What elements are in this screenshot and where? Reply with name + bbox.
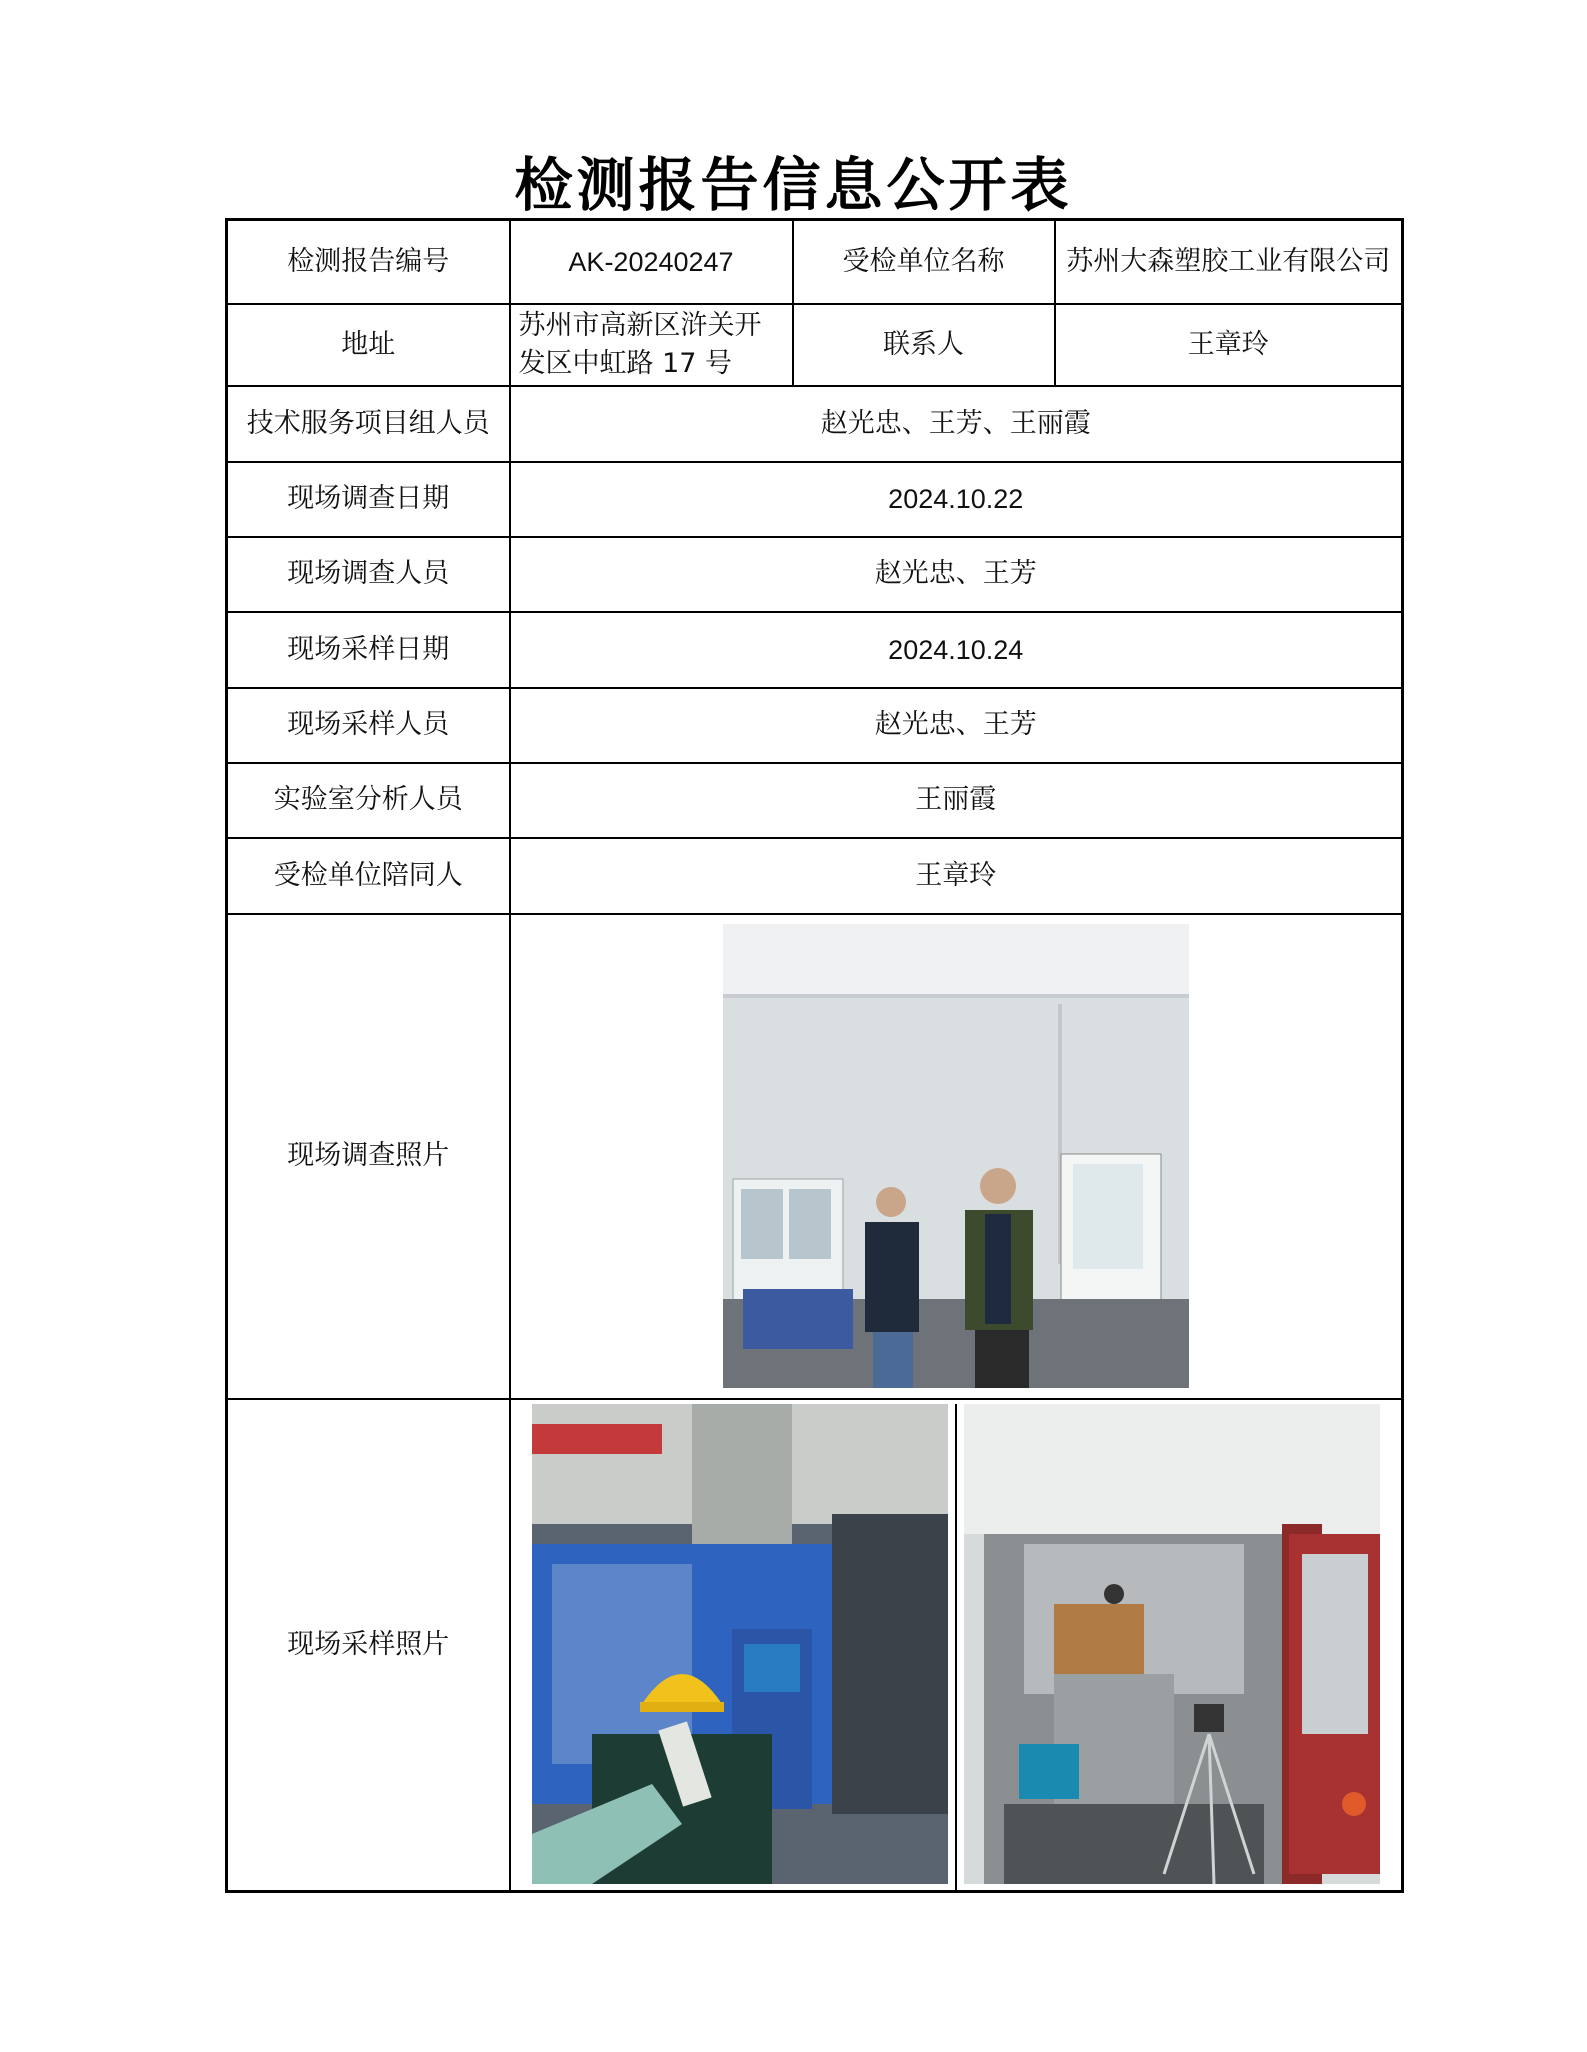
contact-value: 王章玲 bbox=[1055, 304, 1403, 386]
contact-label: 联系人 bbox=[793, 304, 1055, 386]
table-row bbox=[227, 386, 1403, 462]
unit-value: 苏州大森塑胶工业有限公司 bbox=[1055, 220, 1403, 304]
table-row bbox=[227, 914, 1403, 1399]
survey-staff-value: 赵光忠、王芳 bbox=[510, 537, 1403, 612]
report-no-label: 检测报告编号 bbox=[227, 220, 510, 304]
address-value: 苏州市高新区浒关开发区中虹路 17 号 bbox=[510, 304, 793, 386]
survey-photo-label: 现场调查照片 bbox=[227, 914, 510, 1399]
sampling-staff-value: 赵光忠、王芳 bbox=[510, 688, 1403, 763]
table-row bbox=[227, 688, 1403, 763]
table-row bbox=[227, 220, 1403, 304]
unit-label: 受检单位名称 bbox=[793, 220, 1055, 304]
report-no-value: AK-20240247 bbox=[510, 220, 793, 304]
team-label: 技术服务项目组人员 bbox=[227, 386, 510, 462]
sampling-staff-label: 现场采样人员 bbox=[227, 688, 510, 763]
sampling-photo-machine bbox=[532, 1404, 948, 1884]
table-row bbox=[227, 763, 1403, 838]
sampling-photo-room bbox=[964, 1404, 1380, 1884]
lab-value: 王丽霞 bbox=[510, 763, 1403, 838]
sampling-photo-cell bbox=[510, 1399, 1403, 1892]
report-table bbox=[225, 218, 1404, 1893]
table-row bbox=[227, 1399, 1403, 1892]
survey-date-label: 现场调查日期 bbox=[227, 462, 510, 537]
survey-photo bbox=[723, 924, 1189, 1388]
sampling-photo-label: 现场采样照片 bbox=[227, 1399, 510, 1892]
table-row bbox=[227, 537, 1403, 612]
page-title: 检测报告信息公开表 bbox=[514, 151, 1073, 219]
sampling-date-label: 现场采样日期 bbox=[227, 612, 510, 688]
survey-photo-cell bbox=[510, 914, 1403, 1399]
table-row bbox=[227, 462, 1403, 537]
escort-label: 受检单位陪同人 bbox=[227, 838, 510, 914]
survey-date-value: 2024.10.22 bbox=[510, 462, 1403, 537]
table-row bbox=[227, 304, 1403, 386]
table-row bbox=[227, 612, 1403, 688]
team-value: 赵光忠、王芳、王丽霞 bbox=[510, 386, 1403, 462]
survey-staff-label: 现场调查人员 bbox=[227, 537, 510, 612]
table-row bbox=[227, 838, 1403, 914]
escort-value: 王章玲 bbox=[510, 838, 1403, 914]
photo-divider bbox=[955, 1404, 957, 1892]
sampling-date-value: 2024.10.24 bbox=[510, 612, 1403, 688]
lab-label: 实验室分析人员 bbox=[227, 763, 510, 838]
address-label: 地址 bbox=[227, 304, 510, 386]
